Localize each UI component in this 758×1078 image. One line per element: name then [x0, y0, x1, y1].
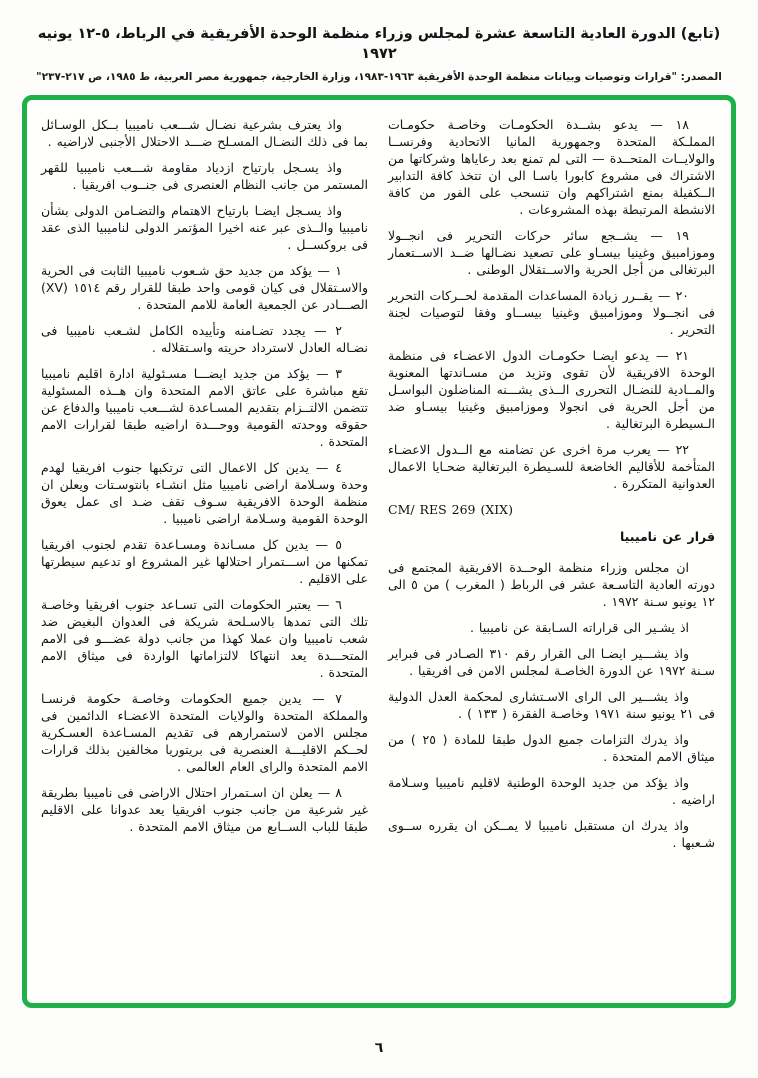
page-header — [0, 24, 758, 84]
preamble-clause: واذ يعترف بشرعية نضـال شـــعب ناميبيا بــكل الوسـائل بما فى ذلك النضـال المسـلح ضـــد الاحتلال الأجنبى لاراضيه . — [41, 117, 368, 149]
resolution-item-19: ١٩ — يشــجع سائر حركات التحرير فى انجــولا وموزامبيق وغينيا بيسـاو على تصعيد نضـالها ضــد الاســتعمار البرتغالى من أجل الحرية والاســتقلال الوطنى . — [388, 228, 715, 277]
resolution-item-8: ٨ — يعلن ان اسـتمرار احتلال الاراضى فى ناميبيا بطريقة غير شرعية من جانب جنوب افريقيا يعد عدوانا على الاقليم طبقا للباب الســابع من ميثاق الامم المتحدة . — [41, 785, 368, 834]
resolution-item-22: ٢٢ — يعرب مرة اخرى عن تضامنه مع الــدول الاعضـاء المتأخمة للأقاليم الخاضعة للسـيطرة البرتغالية ضحـايا الاعمال العدوانية المتكررة . — [388, 442, 715, 491]
preamble-clause: واذ يؤكد من جديد الوحدة الوطنية لاقليم ناميبيا وسـلامة اراضيه . — [388, 775, 715, 807]
preamble-clause: واذ يسـجل ايضـا بارتياح الاهتمام والتضـامن الدولى بشأن ناميبيا والــذى عبر عنه اخيرا المؤتمر الدولى لناميبيا الذى عقد فى بروكســل . — [41, 203, 368, 252]
resolution-item-20: ٢٠ — يقــرر زيادة المساعدات المقدمة لحــركات التحرير فى انجــولا وموزامبيق وغينيا بيســاو وفقا لتوصيات لجنة التحرير . — [388, 288, 715, 337]
resolution-item-5: ٥ — يدين كل مسـاندة ومسـاعدة تقدم لجنوب افريقيا تمكنها من اســـتمرار احتلالها غير المشروع او تدعيم سيطرتها على الاقليم . — [41, 537, 368, 586]
resolution-heading: قرار عن ناميبيا — [619, 529, 715, 544]
preamble-clause: واذ يشـــير الى الراى الاسـتشارى لمحكمة العدل الدولية فى ٢١ يونيو سنة ١٩٧١ وخاصـة الفقرة ( ١٣٣ ) . — [388, 689, 715, 721]
preamble-clause: اذ يشـير الى قراراته السـابقة عن ناميبيا . — [469, 620, 689, 635]
green-border-box — [22, 95, 736, 1008]
page-number: ٦ — [374, 1040, 384, 1056]
session-title: (تابع) الدورة العادية التاسعة عشرة لمجلس وزراء منظمة الوحدة الأفريقية في الرباط، ٥-١٢ يونيه ١٩٧٢ — [37, 26, 721, 63]
two-column-layout — [27, 100, 731, 1003]
resolution-item-4: ٤ — يدين كل الاعمال التى ترتكبها جنوب افريقيا لهدم وحدة وسـلامة اراضى ناميبيا مثل انشـاء بانتوسـتات ويعلن ان منظمة الوحدة الافريقية سـوف تقف ضـد اى عمل يعوق الوحدة القومية وسـلامة اراضى ناميبيا . — [41, 460, 368, 526]
preamble-clause: واذ يدرك ان مستقبل ناميبيا لا يمــكن ان يقرره ســوى شـعبها . — [388, 818, 715, 850]
preamble-clause: واذ يسـجل بارتياح ازدياد مقاومة شـــعب ناميبيا للقهر المستمر من جانب النظام العنصرى فى جنــوب افريقيا . — [41, 160, 368, 192]
resolution-item-2: ٢ — يجدد تضـامنه وتأييده الكامل لشـعب ناميبيا فى نضـاله العادل لاسترداد حريته واسـتقلاله . — [41, 323, 368, 355]
source-citation: المصدر: "قرارات وتوصيات وبيانات منظمة الوحدة الأفريقية ١٩٦٣-١٩٨٣، وزارة الخارجية، جمهورية مصر العربية، ط ١٩٨٥، ص ٢١٧-٢٣٧" — [36, 70, 722, 83]
resolution-item-1: ١ — يؤكد من جديد حق شـعوب ناميبيا الثابت فى الحرية والاسـتقلال فى كيان قومى واحد طبقا للقرار رقم ١٥١٤ (XV) الصـــادر عن الجمعية العامة للامم المتحدة . — [41, 263, 368, 312]
resolution-item-3: ٣ — يؤكد من جديد ايضـــا مسـئولية ادارة اقليم ناميبيا تقع مباشرة على عاتق الامم المتحدة وان هــذه المسئولية تتضمن الالتــزام بتقديم المسـاعدة لشـــعب ناميبيا والدفاع عن حقوقه ووحدته القومية ووحـــدة اراضيه طبقا لقرارات الامم المتحدة . — [41, 366, 368, 449]
resolution-item-21: ٢١ — يدعو ايضـا حكومـات الدول الاعضـاء فى منظمة الوحدة الافريقية لأن تقوى وتزيد من مسـاندتها المعنوية والمــادية للنضـال التحررى الــذى يشـــنه المناضلون البواسـل من أجل الحرية فى انجولا وموزامبيق وغينيا بيسـاو ضد الـسيطرة البرتغالية . — [388, 348, 715, 431]
resolution-reference-code: CM/ RES 269 (XIX) — [388, 502, 513, 517]
left-column — [41, 116, 368, 1003]
resolution-item-18: ١٨ — يدعو بشــدة الحكومـات وخاصـة حكومـات المملـكة المتحدة وجمهورية المانيا الاتحادية وفرنســا والولايــات المتحــدة — التى لم تمنع بعد رعاياها وشركاتها من الاشتراك فى مشروع كابورا باسـا الى ان تتخذ كافة التدابير الــكفيلة بمنع اشتراكهم وان تنسحب على الفور من كافة الانشطة المرتبطة بهذه المشروعات . — [388, 117, 715, 217]
resolution-preamble: ان مجلس وزراء منظمة الوحــدة الافريقية المجتمع فى دورته العادية التاسـعة عشر فى الرباط ( المغرب ) من ٥ الى ١٢ يونيو سـنة ١٩٧٢ . — [388, 560, 715, 609]
resolution-item-6: ٦ — يعتبر الحكومات التى تسـاعد جنوب افريقيا وخاصـة تلك التى تمدها بالاسـلحة شريكة فى العدوان البغيض ضد شعب ناميبيا وان عملا كهذا من جانب دولة عضـــو فى الامم المتحـــدة يعد انتهاكا لالتزاماتها الواردة فى ميثاق الامم المتحدة . — [41, 597, 368, 680]
resolution-item-7: ٧ — يدين جميع الحكومات وخاصـة حكومة فرنسـا والمملكة المتحدة والولايات المتحدة الاعضـاء الدائمين فى مجلس الامن لاستمرارهم فى تقديم المسـاعدة العسـكرية لحــكم الاقليـــة العنصرية فى بريتوريا مخالفين بذلك قرارات الامم المتحدة والراى العام العالمى . — [41, 691, 368, 774]
preamble-clause: واذ يشـــير ايضـا الى القرار رقم ٣١٠ الصـادر فى فبراير سـنة ١٩٧٢ عن الدورة الخاصـة لمجلس الامن فى افريقيا . — [388, 646, 715, 678]
right-column — [388, 116, 715, 1003]
preamble-clause: واذ يدرك التزامات جميع الدول طبقا للمادة ( ٢٥ ) من ميثاق الامم المتحدة . — [388, 732, 715, 764]
